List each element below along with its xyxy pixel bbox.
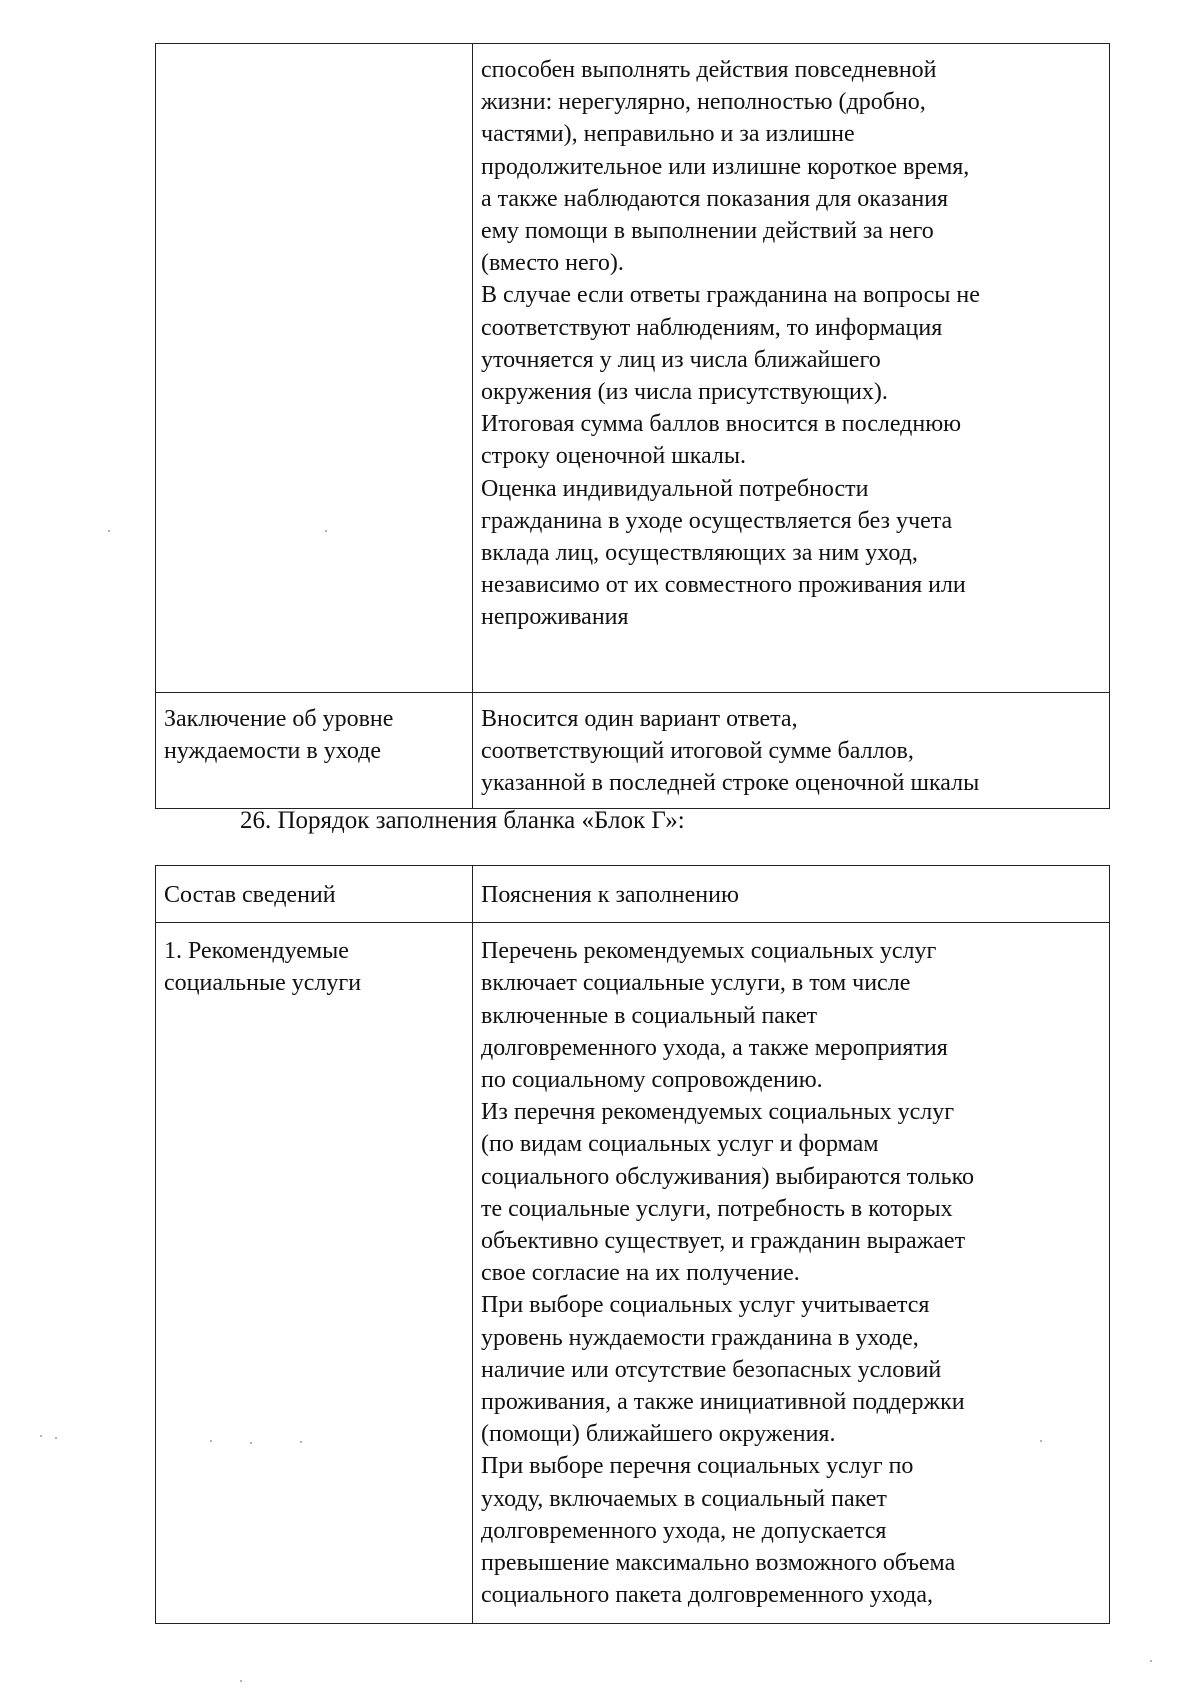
table-cell-right	[473, 693, 1110, 809]
scan-speck	[300, 1441, 302, 1443]
table-cell-right	[473, 923, 1110, 1624]
table-cell-left	[156, 44, 473, 693]
table-header-cell-left	[156, 866, 473, 923]
explanation-paragraph: Оценка индивидуальной потребности гражданина в уходе осуществляется без учета вклада лиц, осуществляющих за ним уход, независимо от их совместного проживания или непроживания	[481, 475, 966, 631]
column-header: Состав сведений	[164, 882, 336, 908]
column-header: Пояснения к заполнению	[481, 882, 739, 908]
table-cell-right	[473, 44, 1110, 693]
table-block-v-continuation	[155, 43, 1110, 809]
explanation-paragraph: Вносится один вариант ответа, соответствующий итоговой сумме баллов, указанной в последней строке оценочной шкалы	[481, 706, 980, 797]
scan-speck	[40, 1435, 42, 1437]
explanation-paragraph: В случае если ответы гражданина на вопросы не соответствуют наблюдениям, то информация уточняется у лиц из числа ближайшего окружения (из числа присутствующих).	[481, 282, 980, 406]
table-row	[156, 44, 1110, 693]
table-block-g	[155, 865, 1110, 1624]
table-row	[156, 923, 1110, 1624]
table-row	[156, 693, 1110, 809]
explanation-paragraph: При выборе перечня социальных услуг по уходу, включаемых в социальный пакет долговременного ухода, не допускается превышение максимально возможного объема социального пакета долговременного ухода,	[481, 1453, 956, 1609]
explanation-paragraph: Итоговая сумма баллов вносится в последнюю строку оценочной шкалы.	[481, 411, 962, 470]
scan-speck	[1040, 1440, 1042, 1442]
field-name: 1. Рекомендуемые социальные услуги	[164, 938, 362, 997]
explanation-paragraph: Из перечня рекомендуемых социальных услуг (по видам социальных услуг и формам социального обслуживания) выбираются только те социальные услуги, потребность в которых объективно существует, и гражданин выражает свое согласие на их получение.	[481, 1099, 975, 1287]
scan-speck	[240, 1680, 242, 1682]
scan-speck	[1150, 1660, 1152, 1662]
explanation-paragraph: способен выполнять действия повседневной жизни: нерегулярно, неполностью (дробно, частями), неправильно и за излишне продолжительное или излишне короткое время, а также наблюдаются показания для оказания ему помощи в выполнении действий за него (вместо него).	[481, 57, 970, 277]
scan-speck	[325, 530, 327, 532]
scan-speck	[250, 1442, 252, 1444]
table-cell-left	[156, 693, 473, 809]
explanation-paragraph: Перечень рекомендуемых социальных услуг включает социальные услуги, в том числе включенные в социальный пакет долговременного ухода, а также мероприятия по социальному сопровождению.	[481, 938, 948, 1094]
section-heading: 26. Порядок заполнения бланка «Блок Г»:	[240, 807, 685, 834]
explanation-paragraph: При выборе социальных услуг учитывается уровень нуждаемости гражданина в уходе, наличие или отсутствие безопасных условий проживания, а также инициативной поддержки (помощи) ближайшего окружения.	[481, 1292, 965, 1448]
scan-speck	[55, 1437, 57, 1439]
scan-speck	[108, 530, 110, 532]
scan-speck	[210, 1440, 212, 1442]
table-header-cell-right	[473, 866, 1110, 923]
field-name: Заключение об уровне нуждаемости в уходе	[164, 706, 394, 765]
table-header-row	[156, 866, 1110, 923]
table-cell-left	[156, 923, 473, 1624]
